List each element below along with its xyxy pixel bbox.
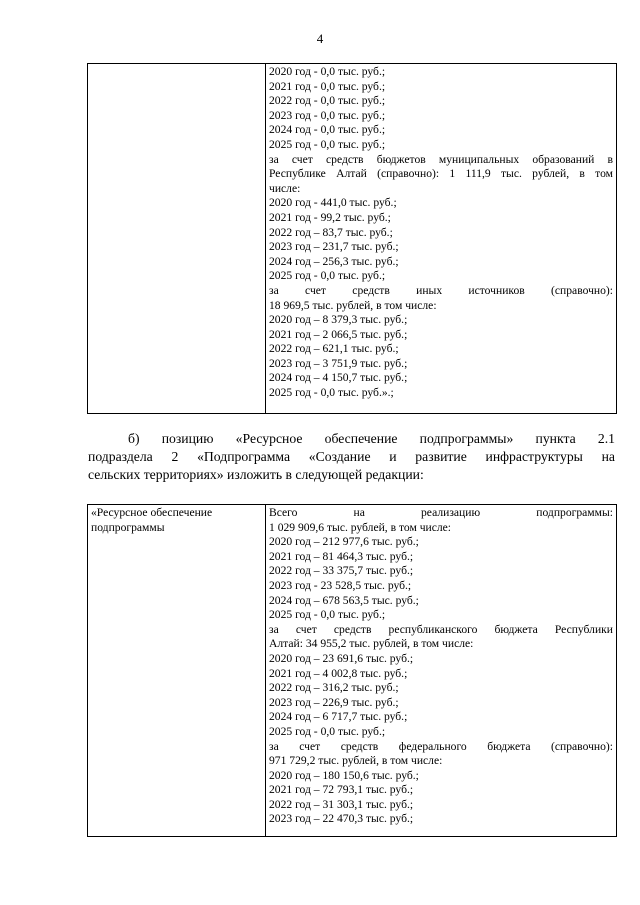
funding-line: 2020 год – 23 691,6 тыс. руб.; bbox=[269, 651, 414, 665]
funding-line: 2024 год - 0,0 тыс. руб.; bbox=[269, 123, 386, 137]
table-label-cell bbox=[88, 505, 266, 837]
funding-line: 2023 год – 3 751,9 тыс. руб.; bbox=[269, 356, 408, 370]
funding-heading-line: за счет средств федерального бюджета (справочно): bbox=[269, 739, 613, 753]
funding-heading-line: Всего на реализацию подпрограммы: bbox=[269, 506, 613, 519]
funding-heading-line: за счет средств республиканского бюджета Республики bbox=[269, 622, 613, 636]
funding-line: 2020 год - 441,0 тыс. руб.; bbox=[269, 196, 397, 210]
funding-heading-line: 971 729,2 тыс. рублей, в том числе: bbox=[269, 754, 443, 768]
funding-heading-line: числе: bbox=[269, 181, 301, 195]
funding-line: 2021 год - 99,2 тыс. руб.; bbox=[269, 210, 391, 224]
funding-line: 2024 год – 6 717,7 тыс. руб.; bbox=[269, 710, 408, 724]
funding-line: 2023 год - 23 528,5 тыс. руб.; bbox=[269, 578, 412, 592]
position-label: подпрограммы bbox=[91, 520, 165, 534]
funding-line: 2020 год – 8 379,3 тыс. руб.; bbox=[269, 313, 408, 327]
funding-line: 2024 год – 678 563,5 тыс. руб.; bbox=[269, 593, 419, 607]
funding-line: 2023 год – 226,9 тыс. руб.; bbox=[269, 695, 399, 709]
funding-line: 2025 год - 0,0 тыс. руб.; bbox=[269, 269, 386, 283]
funding-line: 2025 год - 0,0 тыс. руб.; bbox=[269, 137, 386, 151]
table-row bbox=[88, 505, 617, 837]
funding-line: 2022 год - 0,0 тыс. руб.; bbox=[269, 94, 386, 108]
funding-line: 2024 год – 4 150,7 тыс. руб.; bbox=[269, 371, 408, 385]
funding-line: 2023 год – 231,7 тыс. руб.; bbox=[269, 240, 399, 254]
funding-heading-line: 1 029 909,6 тыс. рублей, в том числе: bbox=[269, 520, 452, 534]
funding-line: 2025 год - 0,0 тыс. руб.; bbox=[269, 724, 386, 738]
funding-line: 2020 год – 212 977,6 тыс. руб.; bbox=[269, 535, 419, 549]
funding-line: 2023 год – 22 470,3 тыс. руб.; bbox=[269, 812, 414, 826]
funding-heading-line: за счет средств бюджетов муниципальных образований в bbox=[269, 152, 613, 166]
table-row bbox=[88, 64, 617, 414]
paragraph-line: б) позицию «Ресурсное обеспечение подпрограммы» пункта 2.1 bbox=[128, 431, 615, 446]
table-value-cell bbox=[266, 64, 617, 414]
table-label-cell bbox=[88, 64, 266, 414]
funding-heading-line: за счет средств иных источников (справочно): bbox=[269, 283, 613, 297]
funding-line: 2021 год – 4 002,8 тыс. руб.; bbox=[269, 666, 408, 680]
amendment-paragraph bbox=[88, 430, 615, 484]
resource-table-new bbox=[87, 504, 617, 837]
funding-line: 2022 год – 33 375,7 тыс. руб.; bbox=[269, 564, 414, 578]
funding-line: 2022 год – 83,7 тыс. руб.; bbox=[269, 225, 393, 239]
funding-heading-line: Алтай: 34 955,2 тыс. рублей, в том числе: bbox=[269, 637, 474, 651]
resource-table-continued bbox=[87, 63, 617, 414]
funding-line: 2021 год – 72 793,1 тыс. руб.; bbox=[269, 783, 414, 797]
paragraph-line: подраздела 2 «Подпрограмма «Создание и развитие инфраструктуры на bbox=[88, 449, 615, 464]
table-value-cell bbox=[266, 505, 617, 837]
funding-line: 2021 год – 2 066,5 тыс. руб.; bbox=[269, 327, 408, 341]
funding-line: 2025 год - 0,0 тыс. руб.».; bbox=[269, 386, 394, 400]
funding-line: 2025 год - 0,0 тыс. руб.; bbox=[269, 608, 386, 622]
funding-line: 2021 год – 81 464,3 тыс. руб.; bbox=[269, 549, 414, 563]
funding-heading-line: 18 969,5 тыс. рублей, в том числе: bbox=[269, 298, 437, 312]
position-label: «Ресурсное обеспечение bbox=[91, 506, 213, 519]
funding-line: 2020 год – 180 150,6 тыс. руб.; bbox=[269, 768, 419, 782]
page-number: 4 bbox=[316, 31, 324, 46]
funding-line: 2024 год – 256,3 тыс. руб.; bbox=[269, 254, 399, 268]
funding-heading-line: Республике Алтай (справочно): 1 111,9 тыс. рублей, в том bbox=[269, 167, 613, 181]
funding-line: 2022 год – 621,1 тыс. руб.; bbox=[269, 342, 399, 356]
funding-line: 2022 год – 31 303,1 тыс. руб.; bbox=[269, 797, 414, 811]
funding-line: 2021 год - 0,0 тыс. руб.; bbox=[269, 79, 386, 93]
funding-line: 2023 год - 0,0 тыс. руб.; bbox=[269, 108, 386, 122]
paragraph-line: сельских территориях» изложить в следующей редакции: bbox=[88, 467, 424, 482]
funding-line: 2022 год – 316,2 тыс. руб.; bbox=[269, 681, 399, 695]
funding-line: 2020 год - 0,0 тыс. руб.; bbox=[269, 65, 386, 78]
